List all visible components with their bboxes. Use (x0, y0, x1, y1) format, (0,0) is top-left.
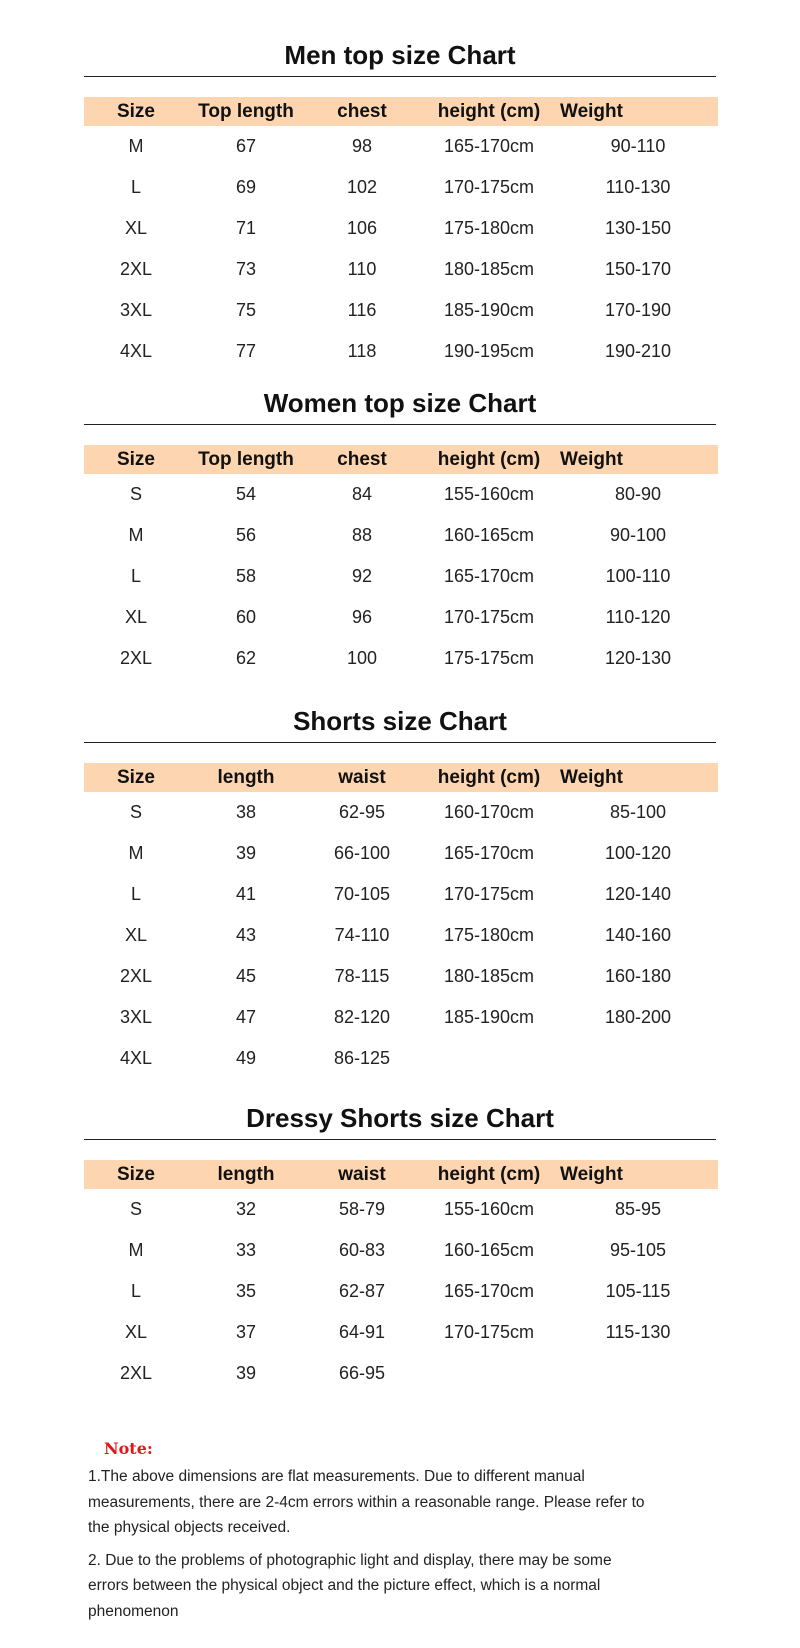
table-row (84, 126, 718, 167)
column-header-size: Size (84, 763, 188, 792)
cell-length: 37 (235, 1322, 257, 1342)
cell-size: M (128, 136, 144, 156)
cell-height: 180-185cm (443, 966, 535, 986)
table-row (84, 1230, 718, 1271)
cell-height: 160-165cm (443, 525, 535, 545)
cell-measure: 96 (351, 607, 373, 627)
cell-height: 180-185cm (443, 259, 535, 279)
cell-height: 160-165cm (443, 1240, 535, 1260)
cell-measure: 78-115 (334, 966, 390, 986)
cell-length: 56 (235, 525, 257, 545)
cell-measure: 64-91 (338, 1322, 386, 1342)
title-divider (84, 1139, 716, 1140)
cell-height: 170-175cm (443, 607, 535, 627)
table-row (84, 915, 718, 956)
column-header-measure: chest (304, 445, 420, 474)
cell-size: M (128, 1240, 144, 1260)
size-table (84, 1160, 718, 1394)
size-table (84, 445, 718, 679)
cell-size: 2XL (119, 1363, 153, 1383)
table-row (84, 208, 718, 249)
column-header-size: Size (84, 97, 188, 126)
chart-title: Men top size Chart (284, 40, 516, 70)
table-header-row (84, 1160, 718, 1189)
cell-weight (558, 1038, 718, 1079)
column-header-height: height (cm) (420, 763, 558, 792)
cell-size: 4XL (119, 1048, 153, 1068)
cell-weight: 120-130 (604, 648, 672, 668)
column-header-weight: Weight (558, 445, 718, 474)
cell-height: 170-175cm (443, 1322, 535, 1342)
cell-size: M (128, 843, 144, 863)
table-row (84, 167, 718, 208)
cell-measure: 66-95 (338, 1363, 386, 1383)
title-divider (84, 742, 716, 743)
table-row (84, 874, 718, 915)
cell-measure: 66-100 (333, 843, 391, 863)
cell-measure: 86-125 (333, 1048, 391, 1068)
cell-length: 41 (235, 884, 257, 904)
dressy-shorts-size-section (84, 1101, 716, 1383)
column-header-measure: waist (304, 763, 420, 792)
cell-weight: 160-180 (604, 966, 672, 986)
table-row (84, 249, 718, 290)
cell-length: 39 (235, 843, 257, 863)
cell-weight: 180-200 (604, 1007, 672, 1027)
cell-size: 2XL (119, 259, 153, 279)
table-row (84, 331, 718, 372)
chart-title: Shorts size Chart (293, 706, 507, 736)
size-table (84, 97, 718, 372)
cell-length: 32 (235, 1199, 257, 1219)
table-row (84, 290, 718, 331)
cell-measure: 60-83 (338, 1240, 386, 1260)
table-row (84, 1312, 718, 1353)
cell-measure: 58-79 (338, 1199, 386, 1219)
table-row (84, 474, 718, 515)
column-header-height: height (cm) (420, 97, 558, 126)
cell-weight: 115-130 (605, 1322, 671, 1342)
cell-weight: 85-95 (614, 1199, 662, 1219)
cell-weight: 130-150 (604, 218, 672, 238)
size-table (84, 763, 718, 1079)
cell-weight: 190-210 (604, 341, 672, 361)
cell-weight: 85-100 (609, 802, 667, 822)
cell-size: L (130, 1281, 141, 1301)
note-paragraph: 1.The above dimensions are flat measurements. Due to different manual measurements, there are 2-4cm errors within a reasonable range. Please refer to the physical objects received. (88, 1468, 645, 1536)
cell-weight: 110-130 (605, 177, 671, 197)
title-divider (84, 76, 716, 77)
cell-measure: 106 (346, 218, 378, 238)
table-row (84, 638, 718, 679)
table-row (84, 997, 718, 1038)
cell-size: S (129, 802, 142, 822)
cell-height: 165-170cm (443, 136, 535, 156)
cell-weight: 90-100 (609, 525, 667, 545)
cell-size: S (129, 484, 142, 504)
cell-measure: 62-95 (338, 802, 386, 822)
cell-height: 185-190cm (443, 1007, 535, 1027)
cell-height (420, 1038, 558, 1079)
cell-size: XL (124, 218, 148, 238)
cell-weight: 100-120 (604, 843, 672, 863)
cell-length: 69 (235, 177, 257, 197)
column-header-length: length (188, 1160, 304, 1189)
cell-measure: 98 (351, 136, 373, 156)
cell-measure: 82-120 (333, 1007, 391, 1027)
cell-length: 58 (235, 566, 257, 586)
cell-height: 190-195cm (443, 341, 535, 361)
table-row (84, 597, 718, 638)
cell-height: 160-170cm (443, 802, 535, 822)
chart-title: Women top size Chart (263, 388, 537, 418)
cell-measure: 92 (351, 566, 373, 586)
cell-length: 73 (235, 259, 257, 279)
cell-length: 47 (235, 1007, 257, 1027)
cell-length: 49 (235, 1048, 257, 1068)
note-title: Note: (104, 1439, 153, 1458)
column-header-weight: Weight (558, 1160, 718, 1189)
column-header-length: Top length (188, 97, 304, 126)
cell-length: 75 (235, 300, 257, 320)
cell-size: 2XL (119, 648, 153, 668)
cell-size: L (130, 177, 141, 197)
table-row (84, 556, 718, 597)
cell-weight: 120-140 (604, 884, 672, 904)
cell-weight: 100-110 (605, 566, 671, 586)
cell-weight: 95-105 (609, 1240, 667, 1260)
cell-length: 45 (235, 966, 257, 986)
cell-weight: 150-170 (604, 259, 672, 279)
table-row (84, 792, 718, 833)
table-row (84, 1189, 718, 1230)
cell-height: 170-175cm (443, 884, 535, 904)
column-header-weight: Weight (558, 97, 718, 126)
cell-measure: 70-105 (333, 884, 391, 904)
cell-measure: 74-110 (334, 925, 390, 945)
cell-weight: 105-115 (605, 1281, 671, 1301)
column-header-height: height (cm) (420, 445, 558, 474)
table-row (84, 833, 718, 874)
title-divider (84, 424, 716, 425)
table-row (84, 1353, 718, 1394)
cell-length: 43 (235, 925, 257, 945)
cell-height: 165-170cm (443, 843, 535, 863)
table-row (84, 956, 718, 997)
cell-size: 3XL (119, 300, 153, 320)
cell-height: 175-175cm (443, 648, 535, 668)
chart-title: Dressy Shorts size Chart (246, 1103, 554, 1133)
table-header-row (84, 445, 718, 474)
cell-weight: 90-110 (610, 136, 666, 156)
column-header-length: Top length (188, 445, 304, 474)
cell-size: L (130, 566, 141, 586)
cell-size: S (129, 1199, 142, 1219)
men-top-size-section (84, 38, 716, 361)
note-block (88, 1438, 648, 1631)
column-header-height: height (cm) (420, 1160, 558, 1189)
column-header-weight: Weight (558, 763, 718, 792)
table-row (84, 515, 718, 556)
cell-size: L (130, 884, 141, 904)
cell-height: 165-170cm (443, 566, 535, 586)
shorts-size-section (84, 704, 716, 1068)
cell-size: 3XL (119, 1007, 153, 1027)
cell-measure: 62-87 (338, 1281, 386, 1301)
column-header-size: Size (84, 1160, 188, 1189)
cell-measure: 110 (347, 259, 377, 279)
cell-measure: 118 (347, 341, 377, 361)
cell-length: 35 (235, 1281, 257, 1301)
column-header-size: Size (84, 445, 188, 474)
cell-measure: 88 (351, 525, 373, 545)
women-top-size-section (84, 386, 716, 668)
cell-measure: 102 (346, 177, 378, 197)
cell-length: 71 (235, 218, 257, 238)
cell-length: 39 (235, 1363, 257, 1383)
cell-weight: 80-90 (614, 484, 662, 504)
cell-height: 155-160cm (443, 484, 535, 504)
cell-length: 77 (235, 341, 257, 361)
cell-weight: 110-120 (605, 607, 671, 627)
table-row (84, 1038, 718, 1079)
cell-weight (558, 1353, 718, 1394)
column-header-length: length (188, 763, 304, 792)
cell-height: 170-175cm (443, 177, 535, 197)
cell-size: XL (124, 925, 148, 945)
cell-length: 60 (235, 607, 257, 627)
cell-length: 67 (235, 136, 257, 156)
table-header-row (84, 763, 718, 792)
cell-height: 165-170cm (443, 1281, 535, 1301)
cell-size: 2XL (119, 966, 153, 986)
cell-measure: 84 (351, 484, 373, 504)
cell-measure: 116 (347, 300, 377, 320)
cell-height: 185-190cm (443, 300, 535, 320)
table-row (84, 1271, 718, 1312)
column-header-measure: waist (304, 1160, 420, 1189)
table-header-row (84, 97, 718, 126)
cell-measure: 100 (346, 648, 378, 668)
cell-height: 175-180cm (443, 218, 535, 238)
note-paragraph: 2. Due to the problems of photographic light and display, there may be some errors between the physical object and the picture effect, which is a normal phenomenon (88, 1551, 612, 1620)
cell-size: 4XL (119, 341, 153, 361)
cell-size: M (128, 525, 144, 545)
cell-weight: 170-190 (604, 300, 672, 320)
cell-height: 175-180cm (443, 925, 535, 945)
cell-length: 54 (235, 484, 257, 504)
column-header-measure: chest (304, 97, 420, 126)
cell-length: 33 (235, 1240, 257, 1260)
cell-size: XL (124, 1322, 148, 1342)
cell-height: 155-160cm (443, 1199, 535, 1219)
cell-size: XL (124, 607, 148, 627)
cell-length: 38 (235, 802, 257, 822)
cell-length: 62 (235, 648, 257, 668)
cell-height (420, 1353, 558, 1394)
cell-weight: 140-160 (604, 925, 672, 945)
